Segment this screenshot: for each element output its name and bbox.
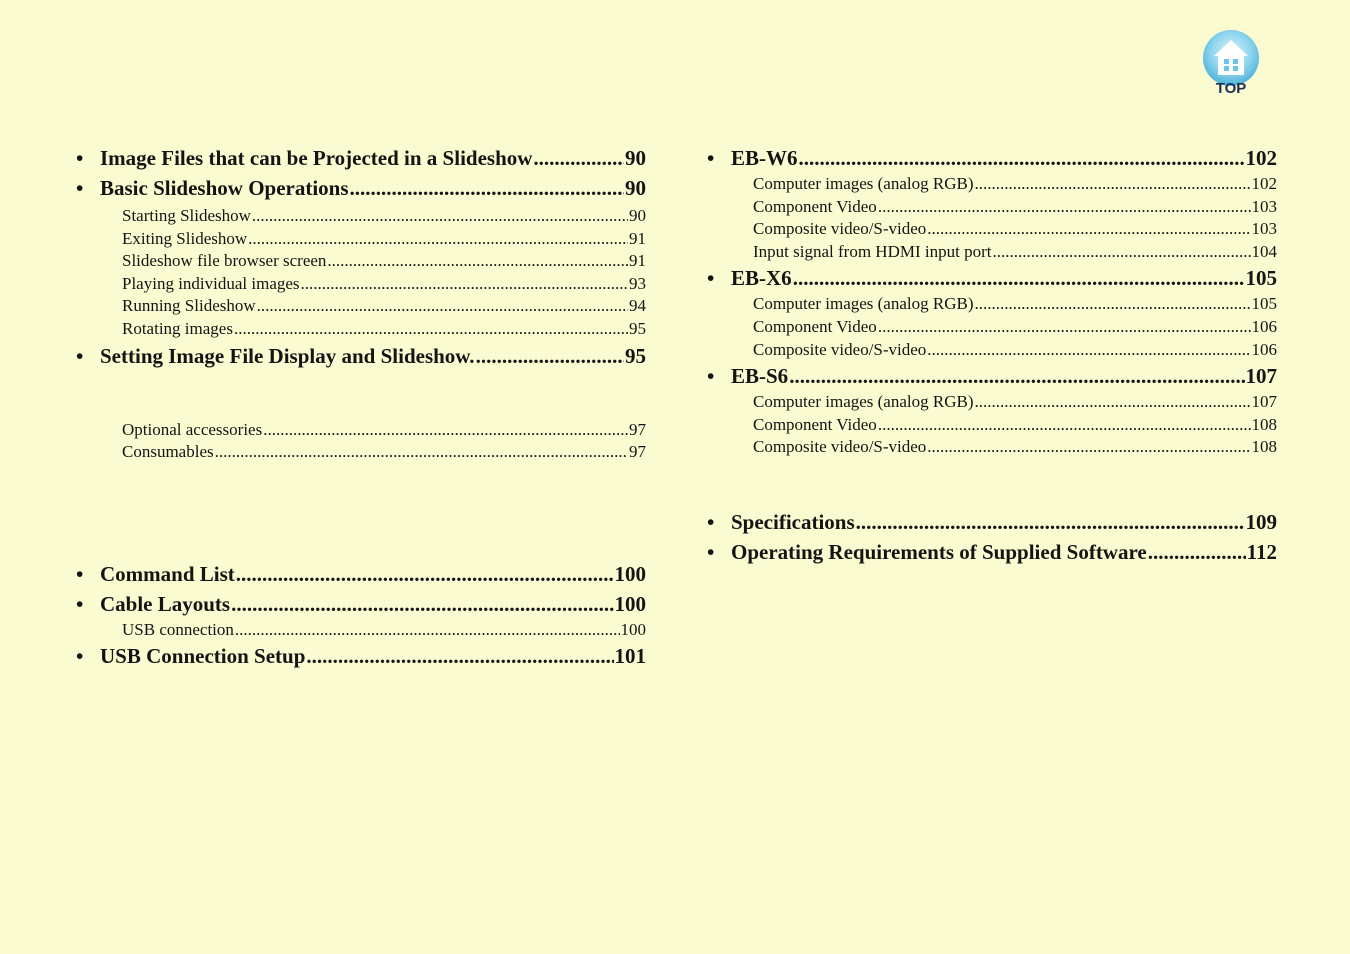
bullet: •: [76, 644, 84, 669]
toc-subentry[interactable]: [753, 241, 1277, 264]
toc-subentry[interactable]: [753, 196, 1277, 219]
toc-page: 105: [1245, 266, 1277, 291]
toc-page: 103: [1251, 196, 1277, 216]
toc-entry[interactable]: [707, 361, 1277, 391]
toc-subentry[interactable]: [122, 619, 646, 642]
toc-entry[interactable]: [76, 589, 646, 619]
bullet: •: [76, 591, 84, 616]
toc-page: 90: [625, 176, 646, 200]
toc-subentry[interactable]: [122, 228, 646, 251]
toc-entry[interactable]: [76, 341, 646, 371]
toc-subtitle: Consumables: [122, 442, 214, 462]
toc-title: EB-S6: [731, 364, 789, 389]
toc-entry[interactable]: [707, 143, 1277, 173]
toc-title: Cable Layouts: [100, 591, 231, 616]
toc-subentry[interactable]: [753, 293, 1277, 316]
top-button[interactable]: [1200, 28, 1262, 98]
toc-left-column: [76, 143, 646, 671]
toc-title: Specifications: [731, 509, 855, 534]
toc-page: 108: [1251, 437, 1277, 457]
toc-subtitle: Component Video: [753, 414, 877, 434]
toc-title: EB-X6: [731, 266, 792, 291]
toc-subtitle: Composite video/S-video: [753, 339, 927, 359]
toc-subtitle: Component Video: [753, 316, 877, 336]
toc-page: 91: [629, 228, 646, 248]
toc-page: 91: [629, 251, 646, 271]
toc-title: Command List: [100, 561, 235, 586]
toc-subtitle: Component Video: [753, 196, 877, 216]
toc-page: 105: [1251, 294, 1277, 314]
bullet: •: [76, 176, 84, 200]
toc-title: USB Connection Setup: [100, 644, 306, 669]
toc-page: 100: [614, 591, 646, 616]
toc-subentry[interactable]: [753, 173, 1277, 196]
toc-page: 102: [1251, 174, 1277, 193]
toc-subtitle: Optional accessories: [122, 419, 263, 439]
bullet: •: [707, 509, 715, 534]
toc-entry[interactable]: [76, 143, 646, 173]
toc-title: EB-W6: [731, 146, 798, 170]
toc-subtitle: Input signal from HDMI input port: [753, 241, 992, 261]
toc-subentry[interactable]: [753, 218, 1277, 241]
toc-subtitle: Running Slideshow: [122, 296, 256, 316]
toc-subentry[interactable]: [122, 318, 646, 341]
toc-page: 107: [1245, 364, 1277, 389]
toc-page: 109: [1245, 509, 1277, 534]
toc-page: 97: [629, 442, 646, 462]
toc-subtitle: Computer images (analog RGB): [753, 392, 974, 412]
toc-subtitle: Computer images (analog RGB): [753, 294, 974, 314]
bullet: •: [76, 146, 84, 170]
toc-entry[interactable]: [707, 507, 1277, 537]
toc-page: 104: [1251, 241, 1277, 261]
toc-subentry[interactable]: [753, 339, 1277, 362]
bullet: •: [707, 146, 715, 170]
toc-page: 100: [620, 619, 646, 639]
toc-entry[interactable]: [76, 559, 646, 589]
toc-subtitle: Starting Slideshow: [122, 206, 251, 225]
toc-page: 90: [629, 206, 646, 225]
toc-right-column: [707, 143, 1277, 567]
toc-page: 95: [629, 318, 646, 338]
toc-subentry[interactable]: [122, 419, 646, 442]
toc-page: 95: [625, 343, 646, 368]
toc-subentry[interactable]: [122, 205, 646, 228]
toc-page: 90: [625, 146, 646, 170]
toc-subentry[interactable]: [753, 414, 1277, 437]
toc-title: Basic Slideshow Operations: [100, 176, 349, 200]
toc-subtitle: Slideshow file browser screen: [122, 251, 327, 271]
bullet: •: [707, 364, 715, 389]
toc-subentry[interactable]: [122, 295, 646, 318]
toc-page: 108: [1251, 414, 1277, 434]
toc-subtitle: USB connection: [122, 619, 234, 639]
bullet: •: [76, 343, 84, 368]
toc-page: 97: [629, 419, 646, 439]
toc-entry[interactable]: [76, 173, 646, 203]
toc-page: 106: [1251, 339, 1277, 359]
home-icon: [1200, 28, 1262, 98]
toc-page: 112: [1246, 539, 1277, 564]
toc-page: 106: [1251, 316, 1277, 336]
toc-subtitle: Composite video/S-video: [753, 219, 927, 239]
toc-subentry[interactable]: [753, 391, 1277, 414]
toc-entry[interactable]: [707, 537, 1277, 567]
toc-subtitle: Exiting Slideshow: [122, 228, 248, 248]
toc-page: 101: [614, 644, 646, 669]
toc-subtitle: Composite video/S-video: [753, 437, 927, 457]
toc-subentry[interactable]: [753, 316, 1277, 339]
toc-entry[interactable]: [707, 263, 1277, 293]
toc-page: 103: [1251, 219, 1277, 239]
toc-subtitle: Rotating images: [122, 318, 233, 338]
toc-subentry[interactable]: [753, 436, 1277, 459]
bullet: •: [707, 266, 715, 291]
toc-subentry[interactable]: [122, 273, 646, 296]
toc-entry[interactable]: [76, 641, 646, 671]
top-label: TOP: [1215, 80, 1247, 97]
toc-title: Image Files that can be Projected in a Slideshow: [100, 146, 533, 170]
toc-page: 100: [614, 561, 646, 586]
toc-page: 93: [629, 273, 646, 293]
toc-subentry[interactable]: [122, 250, 646, 273]
toc-page: 102: [1245, 146, 1277, 170]
toc-subtitle: Playing individual images: [122, 273, 300, 293]
bullet: •: [76, 561, 84, 586]
toc-title: Operating Requirements of Supplied Software: [731, 539, 1147, 564]
toc-title: Setting Image File Display and Slideshow.: [100, 343, 475, 368]
toc-subtitle: Computer images (analog RGB): [753, 174, 974, 193]
bullet: •: [707, 539, 715, 564]
toc-page: 94: [629, 296, 646, 316]
toc-subentry[interactable]: [122, 441, 646, 464]
toc-page: 107: [1251, 392, 1277, 412]
